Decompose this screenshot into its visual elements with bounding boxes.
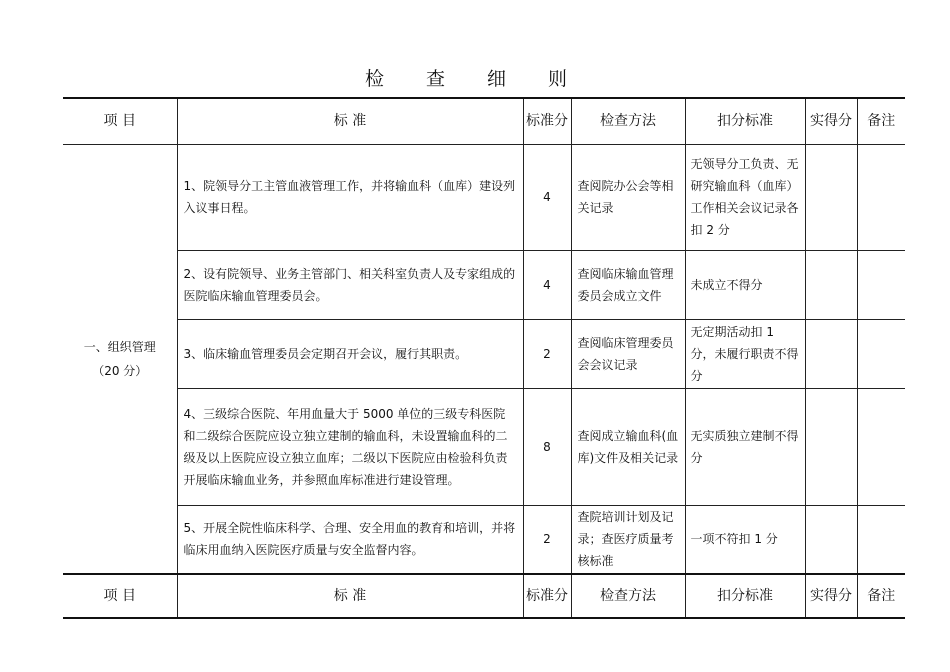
actual-cell [805, 319, 857, 388]
method-cell: 查院培训计划及记录；查医疗质量考核标准 [571, 505, 685, 574]
section-cell [63, 144, 177, 574]
note-cell [857, 388, 905, 505]
standard-cell: 1、院领导分工主管血液管理工作，并将输血科（血库）建设列入议事日程。 [177, 144, 523, 250]
method-cell: 查阅临床管理委员会会议记录 [571, 319, 685, 388]
header-method: 检查方法 [571, 98, 685, 144]
section-points: （20 分） [92, 363, 148, 378]
actual-cell [805, 144, 857, 250]
note-cell [857, 250, 905, 319]
table-row [63, 144, 905, 250]
deduct-cell: 无实质独立建制不得分 [685, 388, 805, 505]
header-actual: 实得分 [805, 98, 857, 144]
footer-header-method: 检查方法 [571, 574, 685, 618]
note-cell [857, 144, 905, 250]
score-cell: 4 [523, 144, 571, 250]
standard-cell: 4、三级综合医院、年用血量大于 5000 单位的三级专科医院和二级综合医院应设立独立建制的输血科，未设置输血科的二级及以上医院应设立独立血库；二级以下医院应由检验科负责开展临床输血业务，并参照血库标准进行建设管理。 [177, 388, 523, 505]
score-cell: 8 [523, 388, 571, 505]
note-cell [857, 319, 905, 388]
table-footer-header-row [63, 574, 905, 618]
table-row [63, 388, 905, 505]
header-note: 备注 [857, 98, 905, 144]
footer-header-standard: 标 准 [177, 574, 523, 618]
actual-cell [805, 388, 857, 505]
deduct-cell: 无定期活动扣 1 分，未履行职责不得分 [685, 319, 805, 388]
table-row [63, 250, 905, 319]
inspection-table [63, 97, 905, 619]
score-cell: 4 [523, 250, 571, 319]
score-cell: 2 [523, 505, 571, 574]
header-deduct: 扣分标准 [685, 98, 805, 144]
deduct-cell: 无领导分工负责、无研究输血科（血库）工作相关会议记录各扣 2 分 [685, 144, 805, 250]
table-row [63, 319, 905, 388]
footer-header-actual: 实得分 [805, 574, 857, 618]
table-header-row [63, 98, 905, 144]
page-title: 检 查 细 则 [364, 68, 586, 90]
deduct-cell: 未成立不得分 [685, 250, 805, 319]
header-item: 项 目 [63, 98, 177, 144]
footer-header-note: 备注 [857, 574, 905, 618]
footer-header-deduct: 扣分标准 [685, 574, 805, 618]
footer-header-item: 项 目 [63, 574, 177, 618]
footer-header-score: 标准分 [523, 574, 571, 618]
actual-cell [805, 505, 857, 574]
method-cell: 查阅院办公会等相关记录 [571, 144, 685, 250]
standard-cell: 5、开展全院性临床科学、合理、安全用血的教育和培训，并将临床用血纳入医院医疗质量与安全监督内容。 [177, 505, 523, 574]
header-standard: 标 准 [177, 98, 523, 144]
method-cell: 查阅临床输血管理委员会成立文件 [571, 250, 685, 319]
standard-cell: 2、设有院领导、业务主管部门、相关科室负责人及专家组成的医院临床输血管理委员会。 [177, 250, 523, 319]
section-name: 一、组织管理 [83, 339, 156, 354]
standard-cell: 3、临床输血管理委员会定期召开会议，履行其职责。 [177, 319, 523, 388]
score-cell: 2 [523, 319, 571, 388]
note-cell [857, 505, 905, 574]
actual-cell [805, 250, 857, 319]
method-cell: 查阅成立输血科(血库)文件及相关记录 [571, 388, 685, 505]
deduct-cell: 一项不符扣 1 分 [685, 505, 805, 574]
header-score: 标准分 [523, 98, 571, 144]
table-row [63, 505, 905, 574]
